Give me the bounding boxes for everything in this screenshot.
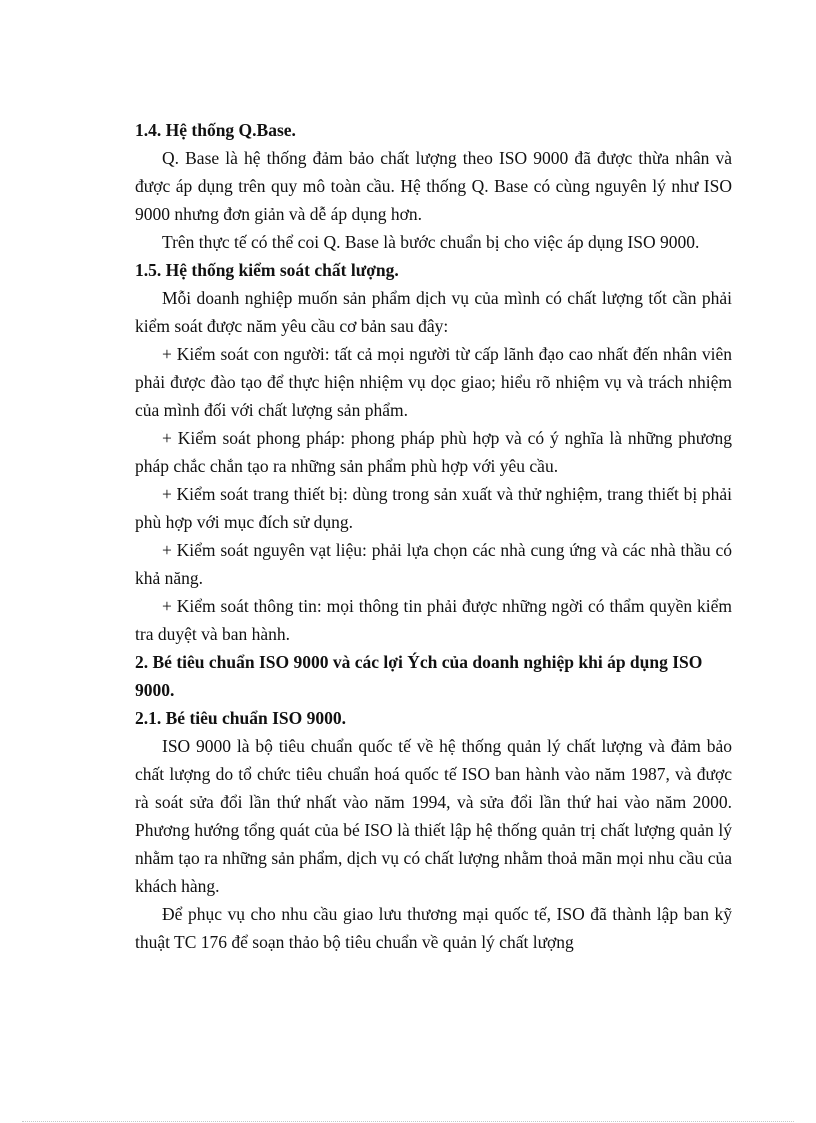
list-item-material-control: + Kiểm soát nguyên vạt liệu: phải lựa chọn các nhà cung ứng và các nhà thầu có khả năng. (135, 540, 732, 588)
section-heading-2-1: 2.1. Bé tiêu chuẩn ISO 9000. (135, 708, 346, 728)
paragraph-qbase-preparation: Trên thực tế có thể coi Q. Base là bước chuẩn bị cho việc áp dụng ISO 9000. (162, 232, 700, 252)
section-heading-2: 2. Bé tiêu chuẩn ISO 9000 và các lợi Ých của doanh nghiệp khi áp dụng ISO 9000. (135, 652, 703, 700)
list-item-method-control: + Kiểm soát phong pháp: phong pháp phù hợp và có ý nghĩa là những phương pháp chắc chắn tạo ra những sản phẩm phù hợp với yêu cầu. (135, 428, 732, 476)
paragraph-tc176: Để phục vụ cho nhu cầu giao lưu thương mại quốc tế, ISO đã thành lập ban kỹ thuật TC 176 để soạn thảo bộ tiêu chuẩn về quản lý chất lượng (135, 904, 732, 952)
section-heading-1-4: 1.4. Hệ thống Q.Base. (135, 120, 296, 140)
paragraph-five-requirements: Mỗi doanh nghiệp muốn sản phẩm dịch vụ của mình có chất lượng tốt cần phải kiểm soát được năm yêu cầu cơ bản sau đây: (135, 288, 732, 336)
list-item-people-control: + Kiểm soát con người: tất cả mọi người từ cấp lãnh đạo cao nhất đến nhân viên phải được đào tạo để thực hiện nhiệm vụ dọc giao; hiểu rõ nhiệm vụ và trách nhiệm của mình đối với chất lượng sản phẩm. (135, 344, 732, 420)
list-item-equipment-control: + Kiểm soát trang thiết bị: dùng trong sản xuất và thử nghiệm, trang thiết bị phải phù hợp với mục đích sử dụng. (135, 484, 732, 532)
page-bottom-divider (22, 1121, 794, 1122)
paragraph-qbase-definition: Q. Base là hệ thống đảm bảo chất lượng theo ISO 9000 đã được thừa nhân và được áp dụng trên quy mô toàn cầu. Hệ thống Q. Base có cùng nguyên lý như ISO 9000 nhưng đơn giản và dễ áp dụng hơn. (135, 148, 732, 224)
paragraph-iso9000-history: ISO 9000 là bộ tiêu chuẩn quốc tế về hệ thống quản lý chất lượng và đảm bảo chất lượng do tổ chức tiêu chuẩn hoá quốc tế ISO ban hành vào năm 1987, và được rà soát sửa đổi lần thứ nhất vào năm 1994, và sửa đổi lần thứ hai vào năm 2000. Phương hướng tổng quát của bé ISO là thiết lập hệ thống quản trị chất lượng quản lý nhằm tạo ra những sản phẩm, dịch vụ có chất lượng nhằm thoả mãn mọi nhu cầu của khách hàng. (135, 736, 732, 896)
section-heading-1-5: 1.5. Hệ thống kiểm soát chất lượng. (135, 260, 399, 280)
list-item-information-control: + Kiểm soát thông tin: mọi thông tin phải được những ngời có thẩm quyền kiểm tra duyệt và ban hành. (135, 596, 732, 644)
document-page (135, 116, 732, 956)
